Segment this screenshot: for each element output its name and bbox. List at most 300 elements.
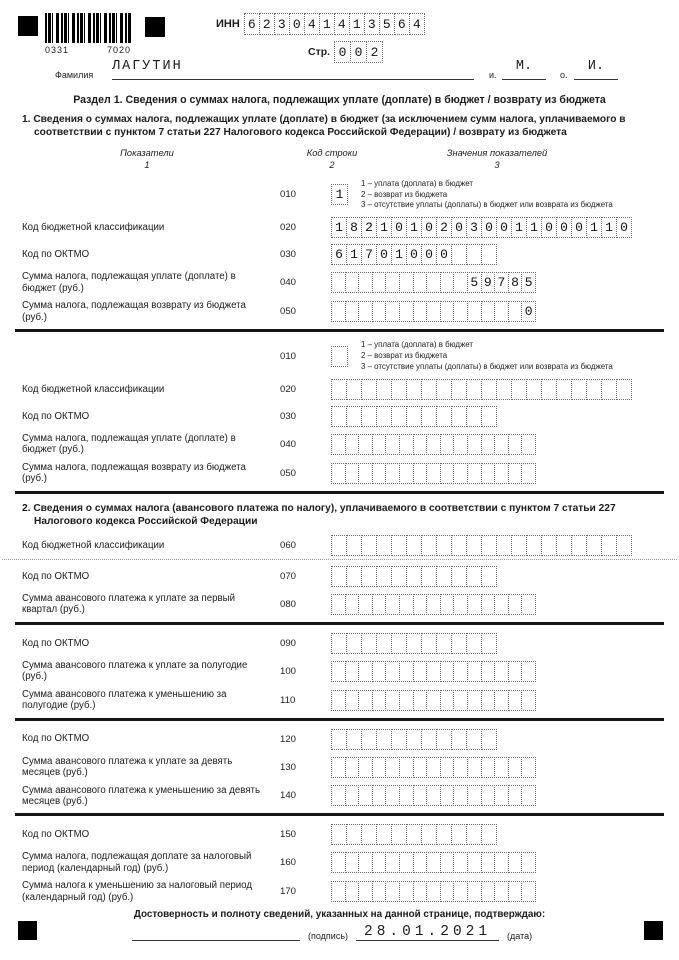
char-cell <box>385 785 400 806</box>
char-cell <box>494 434 509 455</box>
char-cell: 5 <box>467 272 482 293</box>
choice-option: 1 – уплата (доплата) в бюджет <box>361 178 474 188</box>
char-cell <box>466 824 482 845</box>
line-code: 120 <box>280 733 297 745</box>
char-cell: 0 <box>521 301 536 322</box>
char-cell <box>372 463 387 484</box>
row-label: Сумма авансового платежа к уплате за девять месяцев (руб.) <box>22 755 233 779</box>
char-cell: 0 <box>391 217 407 238</box>
char-cell <box>481 244 497 265</box>
char-cell <box>372 852 387 873</box>
column-header-line-code: Код строки 2 <box>306 147 358 171</box>
char-cell <box>391 824 407 845</box>
line-code: 050 <box>280 467 297 479</box>
char-cell <box>494 463 509 484</box>
char-cell <box>413 434 428 455</box>
choice-field <box>332 179 613 212</box>
char-cells <box>245 13 425 35</box>
char-cells <box>332 463 536 484</box>
char-cell <box>345 690 360 711</box>
char-cell: 4 <box>334 13 350 35</box>
char-cell <box>556 379 572 400</box>
char-cell <box>481 379 497 400</box>
section-divider <box>15 813 664 816</box>
registration-mark-icon <box>145 17 165 37</box>
char-cell <box>521 757 536 778</box>
registration-mark-icon <box>644 921 663 940</box>
page-footer <box>0 909 679 941</box>
char-cell <box>436 535 452 556</box>
char-cell <box>399 463 414 484</box>
char-cell: 0 <box>289 13 305 35</box>
char-cell <box>399 594 414 615</box>
char-cell: 0 <box>334 41 351 63</box>
char-cell <box>385 463 400 484</box>
char-cell <box>421 535 437 556</box>
char-cell <box>616 535 632 556</box>
form-row-010 <box>22 179 679 212</box>
char-cell <box>571 535 587 556</box>
char-cell <box>391 729 407 750</box>
char-cell <box>467 852 482 873</box>
char-cell <box>521 690 536 711</box>
attestation-text: Достоверность и полноту сведений, указанных на данной странице, подтверждаю: <box>133 909 546 921</box>
row-label: Код бюджетной классификации <box>22 222 165 234</box>
char-cell <box>511 535 527 556</box>
form-row-140 <box>22 785 679 808</box>
char-cell <box>467 785 482 806</box>
choice-option: 2 – возврат из бюджета <box>361 350 448 360</box>
char-cells <box>332 217 632 238</box>
char-cell <box>511 379 527 400</box>
char-cell <box>385 757 400 778</box>
char-cell <box>426 785 441 806</box>
inn-label: ИНН <box>216 18 240 30</box>
char-cell <box>406 633 422 654</box>
signature-line <box>132 926 300 941</box>
char-cell <box>331 346 348 367</box>
char-cell: 0 <box>421 244 437 265</box>
char-cell <box>440 881 455 902</box>
form-row-010 <box>22 340 679 373</box>
char-cell <box>496 535 512 556</box>
char-cell: 0 <box>481 217 497 238</box>
char-cell <box>451 566 467 587</box>
char-cells <box>332 272 536 293</box>
char-cell <box>494 661 509 682</box>
char-cell <box>436 824 452 845</box>
char-cell: 0 <box>350 41 367 63</box>
char-cell <box>481 661 496 682</box>
char-cell: 1 <box>526 217 542 238</box>
row-label: Код по ОКТМО <box>22 829 90 841</box>
char-cell <box>421 824 437 845</box>
line-code: 010 <box>280 350 297 362</box>
char-cell: 8 <box>346 217 362 238</box>
row-label: Сумма авансового платежа к уменьшению за полугодие (руб.) <box>22 688 227 712</box>
char-cell <box>331 566 347 587</box>
char-cell <box>391 379 407 400</box>
char-cells <box>332 594 536 615</box>
char-cell <box>385 272 400 293</box>
char-cell <box>345 272 360 293</box>
char-cell <box>345 785 360 806</box>
char-cell <box>481 729 497 750</box>
char-cell <box>481 434 496 455</box>
line-code: 040 <box>280 277 297 289</box>
char-cell <box>451 824 467 845</box>
char-cell: 5 <box>379 13 395 35</box>
form-row-120 <box>22 729 679 750</box>
form-row-020 <box>22 217 679 238</box>
form-row-040 <box>22 271 679 294</box>
middle-initial-label: о. <box>560 70 568 80</box>
line-code: 080 <box>280 598 297 610</box>
char-cell <box>345 881 360 902</box>
char-cell <box>358 785 373 806</box>
row-label: Код бюджетной классификации <box>22 539 165 551</box>
char-cell <box>440 434 455 455</box>
char-cell <box>331 881 346 902</box>
char-cell: 3 <box>466 217 482 238</box>
char-cell <box>331 463 346 484</box>
char-cell <box>481 406 497 427</box>
char-cell: 0 <box>496 217 512 238</box>
char-cell <box>358 272 373 293</box>
char-cell: 0 <box>571 217 587 238</box>
char-cell <box>453 661 468 682</box>
choice-options <box>361 179 613 212</box>
char-cell <box>345 594 360 615</box>
char-cell <box>406 729 422 750</box>
char-cell <box>436 633 452 654</box>
page-header <box>0 0 679 92</box>
char-cells <box>332 690 536 711</box>
line-code: 100 <box>280 665 297 677</box>
char-cell <box>372 785 387 806</box>
char-cell <box>413 881 428 902</box>
char-cell <box>453 690 468 711</box>
char-cell <box>481 633 497 654</box>
char-cell <box>494 852 509 873</box>
char-cell <box>361 379 377 400</box>
char-cell <box>358 434 373 455</box>
char-cell <box>451 729 467 750</box>
char-cells <box>332 757 536 778</box>
char-cell <box>481 824 497 845</box>
char-cell <box>466 244 482 265</box>
char-cell <box>453 301 468 322</box>
char-cell <box>451 535 467 556</box>
char-cells <box>332 566 497 587</box>
first-initial-value: М. <box>502 59 546 80</box>
char-cell <box>331 272 346 293</box>
char-cell <box>481 301 496 322</box>
char-cell <box>556 535 572 556</box>
char-cell <box>361 633 377 654</box>
char-cell <box>466 535 482 556</box>
row-label: Сумма налога, подлежащая возврату из бюджета (руб.) <box>22 300 246 323</box>
registration-mark-icon <box>18 921 37 940</box>
char-cell <box>508 881 523 902</box>
char-cell <box>494 881 509 902</box>
row-label: Код бюджетной классификации <box>22 383 165 395</box>
char-cell <box>521 434 536 455</box>
char-cell: 1 <box>391 244 407 265</box>
char-cell <box>481 852 496 873</box>
char-cell <box>466 633 482 654</box>
char-cell <box>406 535 422 556</box>
char-cell <box>376 379 392 400</box>
char-cell: 6 <box>244 13 260 35</box>
char-cell <box>508 785 523 806</box>
char-cell <box>372 272 387 293</box>
char-cell <box>372 594 387 615</box>
char-cell: 0 <box>376 244 392 265</box>
char-cells <box>332 881 536 902</box>
char-cell <box>385 594 400 615</box>
registration-mark-icon <box>18 16 38 36</box>
line-code: 050 <box>280 306 297 318</box>
line-code: 090 <box>280 637 297 649</box>
choice-option: 3 – отсутствие уплаты (доплаты) в бюджет или возврата из бюджета <box>361 361 613 371</box>
char-cell <box>481 690 496 711</box>
char-cell <box>391 406 407 427</box>
char-cell <box>358 594 373 615</box>
char-cell <box>453 881 468 902</box>
char-cell <box>346 729 362 750</box>
char-cell <box>436 406 452 427</box>
char-cell <box>391 566 407 587</box>
char-cell <box>426 661 441 682</box>
char-cell <box>399 272 414 293</box>
char-cell <box>331 824 347 845</box>
form-row-100 <box>22 660 679 683</box>
line-code: 020 <box>280 222 297 234</box>
char-cell <box>345 661 360 682</box>
char-cell <box>331 729 347 750</box>
char-cell <box>399 785 414 806</box>
form-row-080 <box>22 593 679 616</box>
char-cell <box>440 757 455 778</box>
line-code: 070 <box>280 571 297 583</box>
char-cell <box>358 661 373 682</box>
char-cell <box>358 690 373 711</box>
char-cells <box>332 379 632 400</box>
char-cell <box>413 852 428 873</box>
char-cell: 0 <box>556 217 572 238</box>
char-cell: 2 <box>361 217 377 238</box>
char-cell <box>481 535 497 556</box>
row-label: Сумма налога к уменьшению за налоговый период (календарный год) (руб.) <box>22 880 252 903</box>
char-cell <box>467 594 482 615</box>
char-cell: 1 <box>406 217 422 238</box>
date-caption: (дата) <box>507 931 533 942</box>
choice-option: 1 – уплата (доплата) в бюджет <box>361 340 474 350</box>
char-cell <box>466 406 482 427</box>
section-divider <box>15 622 664 625</box>
char-cell <box>358 301 373 322</box>
char-cell <box>358 463 373 484</box>
row-label: Код по ОКТМО <box>22 733 90 745</box>
line-code: 060 <box>280 540 297 552</box>
char-cell <box>421 633 437 654</box>
char-cell <box>481 566 497 587</box>
line-code: 030 <box>280 410 297 422</box>
char-cells <box>332 785 536 806</box>
first-initial-label: и. <box>489 70 497 80</box>
char-cell <box>406 824 422 845</box>
char-cell: 0 <box>436 244 452 265</box>
char-cell <box>331 852 346 873</box>
char-cell <box>346 824 362 845</box>
char-cell <box>346 535 362 556</box>
char-cell <box>426 757 441 778</box>
char-cell <box>541 535 557 556</box>
char-cell <box>399 661 414 682</box>
char-cell <box>376 406 392 427</box>
char-cells <box>332 406 497 427</box>
char-cell <box>376 729 392 750</box>
char-cell: 1 <box>349 13 365 35</box>
section-divider <box>15 718 664 721</box>
line-code: 030 <box>280 249 297 261</box>
subsection-2-title: 2. Сведения о суммах налога (авансового платежа по налогу), уплачиваемого в соответствии с пунктом 7 статьи 227 Налогового кодекса Российской Федерации <box>22 502 616 527</box>
char-cell <box>467 301 482 322</box>
char-cell <box>376 535 392 556</box>
char-cell <box>421 406 437 427</box>
choice-option: 2 – возврат из бюджета <box>361 189 448 199</box>
char-cell <box>541 379 557 400</box>
char-cell: 8 <box>508 272 523 293</box>
char-cells <box>332 729 497 750</box>
char-cell <box>436 729 452 750</box>
char-cell <box>358 852 373 873</box>
char-cell <box>453 272 468 293</box>
form-row-050 <box>22 300 679 323</box>
char-cell <box>508 594 523 615</box>
row-label: Сумма авансового платежа к уплате за первый квартал (руб.) <box>22 593 236 616</box>
char-cell <box>508 757 523 778</box>
char-cell <box>413 594 428 615</box>
char-cell <box>526 535 542 556</box>
char-cell: 2 <box>436 217 452 238</box>
char-cell <box>466 729 482 750</box>
char-cell <box>494 690 509 711</box>
char-cell <box>345 463 360 484</box>
char-cell <box>346 566 362 587</box>
char-cell <box>406 406 422 427</box>
char-cell <box>372 661 387 682</box>
char-cell <box>440 852 455 873</box>
char-cell <box>331 690 346 711</box>
char-cells <box>332 824 497 845</box>
char-cell <box>385 690 400 711</box>
char-cell <box>426 594 441 615</box>
char-cell <box>385 881 400 902</box>
char-cell <box>385 301 400 322</box>
char-cell <box>399 852 414 873</box>
row-label: Сумма авансового платежа к уменьшению за девять месяцев (руб.) <box>22 784 261 807</box>
char-cell <box>508 434 523 455</box>
char-cell <box>376 566 392 587</box>
char-cell <box>467 661 482 682</box>
char-cell <box>361 729 377 750</box>
char-cell: 1 <box>586 217 602 238</box>
char-cell <box>345 852 360 873</box>
char-cell <box>467 434 482 455</box>
char-cell: 3 <box>274 13 290 35</box>
char-cell <box>391 535 407 556</box>
char-cell <box>466 379 482 400</box>
char-cell <box>601 379 617 400</box>
char-cell: 0 <box>541 217 557 238</box>
char-cell <box>331 785 346 806</box>
char-cell <box>399 690 414 711</box>
row-label: Код по ОКТМО <box>22 637 90 649</box>
char-cell: 1 <box>331 184 348 205</box>
char-cell: 0 <box>406 244 422 265</box>
line-code: 170 <box>280 886 297 898</box>
char-cells <box>332 661 536 682</box>
row-label: Сумма налога, подлежащая уплате (доплате) в бюджет (руб.) <box>22 432 236 456</box>
char-cells <box>332 535 632 556</box>
char-cell <box>331 406 347 427</box>
char-cell <box>521 594 536 615</box>
row-label: Сумма налога, подлежащая возврату из бюджета (руб.) <box>22 461 246 485</box>
char-cell <box>571 379 587 400</box>
char-cell <box>421 566 437 587</box>
char-cell <box>466 566 482 587</box>
char-cells <box>332 633 497 654</box>
char-cell <box>413 463 428 484</box>
char-cell <box>421 729 437 750</box>
char-cell: 0 <box>421 217 437 238</box>
line-code: 130 <box>280 761 297 773</box>
char-cell <box>346 633 362 654</box>
char-cell <box>376 824 392 845</box>
char-cell <box>361 535 377 556</box>
char-cell <box>436 566 452 587</box>
row-label: Код по ОКТМО <box>22 570 90 582</box>
middle-initial-value: И. <box>574 59 618 80</box>
char-cell <box>331 661 346 682</box>
line-code: 110 <box>280 694 296 706</box>
char-cell <box>467 757 482 778</box>
choice-field <box>332 340 613 373</box>
char-cell <box>453 463 468 484</box>
char-cell <box>508 690 523 711</box>
char-cell <box>426 301 441 322</box>
inn-cells <box>245 13 425 35</box>
char-cell <box>385 852 400 873</box>
char-cell: 0 <box>451 217 467 238</box>
line-code: 020 <box>280 383 297 395</box>
char-cell: 5 <box>521 272 536 293</box>
form-row-040 <box>22 433 679 456</box>
char-cell <box>421 379 437 400</box>
char-cell <box>399 434 414 455</box>
char-cell <box>399 757 414 778</box>
char-cell: 1 <box>319 13 335 35</box>
char-cell <box>426 690 441 711</box>
column-headers <box>22 147 679 172</box>
char-cell <box>453 594 468 615</box>
char-cell <box>451 244 467 265</box>
char-cell <box>508 661 523 682</box>
section-divider <box>15 491 664 494</box>
char-cell: 1 <box>331 217 347 238</box>
